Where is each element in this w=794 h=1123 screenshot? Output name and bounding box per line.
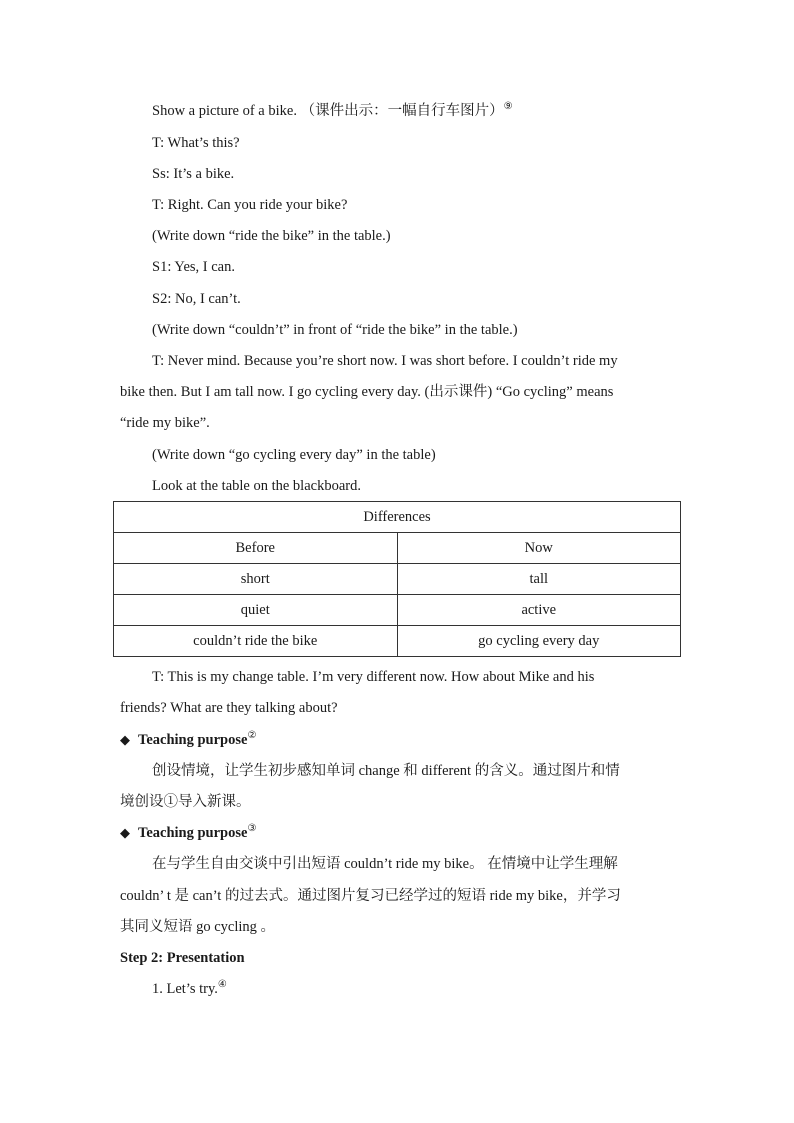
section-heading <box>120 823 680 843</box>
text-line: S1: Yes, I can. <box>152 259 235 275</box>
diamond-bullet-icon: ◆ <box>120 825 130 840</box>
step-heading: Step 2: Presentation <box>120 950 245 966</box>
diamond-bullet-icon: ◆ <box>120 732 130 747</box>
text-line: “ride my bike”. <box>120 415 210 431</box>
text-line: (Write down “couldn’t” in front of “ride the bike” in the table.) <box>152 322 518 338</box>
table-cell: active <box>397 595 681 626</box>
text-line: T: Never mind. Because you’re short now. I was short before. I couldn’t ride my <box>152 353 618 369</box>
footnote-marker: ③ <box>247 823 257 835</box>
table-cell: tall <box>397 564 681 595</box>
text-line: Ss: It’s a bike. <box>152 166 235 182</box>
text: 1. Let’s try. <box>152 981 218 997</box>
text-line: Look at the table on the blackboard. <box>152 478 361 494</box>
text-line: 境创设①导入新课。 <box>120 794 251 810</box>
table-cell: quiet <box>114 595 398 626</box>
text: Show a picture of a bike. （课件出示：一幅自行车图片） <box>152 103 504 119</box>
table-row <box>114 626 681 657</box>
table-header-before: Before <box>114 533 398 564</box>
text-line: 在与学生自由交谈中引出短语 couldn’t ride my bike。 在情境中让学生理解 <box>152 856 618 872</box>
footnote-marker: ② <box>247 730 257 742</box>
text-line: couldn’ t 是 can’t 的过去式。通过图片复习已经学过的短语 ride my bike，并学习 <box>120 888 621 904</box>
text-line <box>152 979 712 999</box>
heading-text: Teaching purpose <box>138 732 248 748</box>
text-line: (Write down “ride the bike” in the table.) <box>152 228 391 244</box>
table-cell: couldn’t ride the bike <box>114 626 398 657</box>
text-line: (Write down “go cycling every day” in the table) <box>152 447 436 463</box>
footnote-marker: ⑨ <box>503 101 513 113</box>
table-cell: short <box>114 564 398 595</box>
text-line: S2: No, I can’t. <box>152 291 241 307</box>
text-line: 创设情境，让学生初步感知单词 change 和 different 的含义。通过图片和情 <box>152 763 620 779</box>
table-row <box>114 595 681 626</box>
text-line: 其同义短语 go cycling 。 <box>120 919 276 935</box>
table-header-now: Now <box>397 533 681 564</box>
text-line: bike then. But I am tall now. I go cycling every day. (出示课件) “Go cycling” means <box>120 384 614 400</box>
text-line: T: Right. Can you ride your bike? <box>152 197 348 213</box>
text-line: T: What’s this? <box>152 135 240 151</box>
table-row <box>114 564 681 595</box>
section-heading <box>120 730 680 750</box>
differences-table <box>113 501 681 657</box>
footnote-marker: ④ <box>217 979 227 991</box>
text-line: T: This is my change table. I’m very different now. How about Mike and his <box>152 669 595 685</box>
text-line: friends? What are they talking about? <box>120 700 338 716</box>
text-line <box>152 101 712 121</box>
heading-text: Teaching purpose <box>138 825 248 841</box>
table-title: Differences <box>114 502 681 533</box>
table-cell: go cycling every day <box>397 626 681 657</box>
